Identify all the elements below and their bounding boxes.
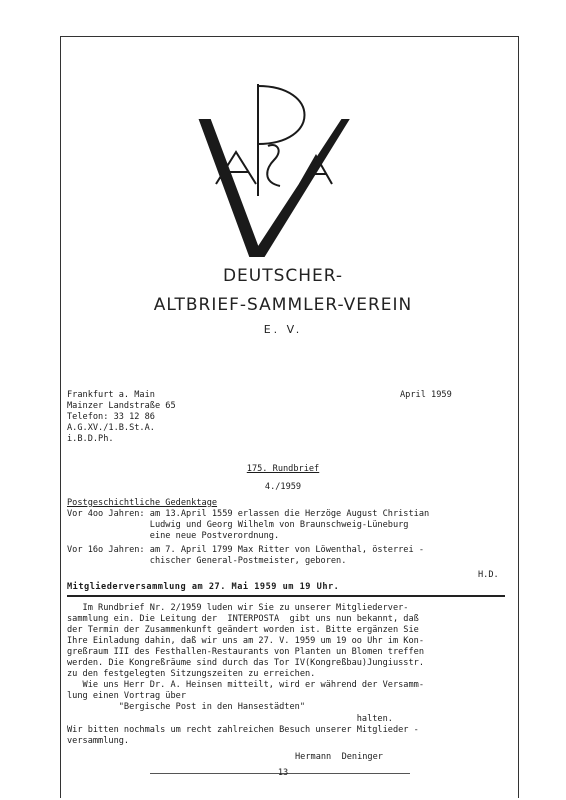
versammlung-line: Wie uns Herr Dr. A. Heinsen mitteilt, wird er während der Versamm- <box>67 680 424 690</box>
versammlung-line: Im Rundbrief Nr. 2/1959 luden wir Sie zu unserer Mitgliederver- <box>67 603 409 613</box>
versammlung-line: Wir bitten nochmals um recht zahlreichen Besuch unserer Mitglieder - <box>67 725 419 735</box>
letter-date: April 1959 <box>400 390 452 400</box>
association-name-line2: ALTBRIEF-SAMMLER-VEREIN <box>153 295 413 315</box>
versammlung-line: versammlung. <box>67 736 130 746</box>
versammlung-heading: Mitgliederversammlung am 27. Mai 1959 um 19 Uhr. <box>67 582 340 592</box>
versammlung-line: sammlung ein. Die Leitung der INTERPOSTA gibt uns nun bekannt, daß <box>67 614 419 624</box>
gedenktage-heading: Postgeschichtliche Gedenktage <box>67 498 218 508</box>
page-number: 13 <box>277 768 289 778</box>
page-frame-right <box>518 36 519 798</box>
heading-double-underline <box>67 595 505 597</box>
versammlung-line: der Termin der Zusammenkunft geändert worden ist. Bitte ergänzen Sie <box>67 625 419 635</box>
adasv-logo-icon <box>192 80 362 260</box>
gedenktage-line: Vor 4oo Jahren: am 13.April 1559 erlassen die Herzöge August Christian <box>67 509 430 519</box>
versammlung-line: zu den festgelegten Sitzungszeiten zu erreichen. <box>67 669 316 679</box>
address-line: i.B.D.Ph. <box>67 434 114 444</box>
versammlung-line: Ihre Einladung dahin, daß wir uns am 27. V. 1959 um 19 oo Uhr im Kon- <box>67 636 424 646</box>
association-name-line1: DEUTSCHER- <box>222 266 344 286</box>
gedenktage-line: Ludwig und Georg Wilhelm von Braunschweig-Lüneburg <box>67 520 409 530</box>
address-block <box>67 390 176 445</box>
versammlung-line: greßraum III des Festhallen-Restaurants von Planten un Blomen treffen <box>67 647 424 657</box>
rundbrief-title: 175. Rundbrief <box>246 464 320 474</box>
gedenktage-line: Vor 16o Jahren: am 7. April 1799 Max Ritter von Löwenthal, österrei - <box>67 545 424 555</box>
versammlung-line: werden. Die Kongreßräume sind durch das Tor IV(Kongreßbau)Jungiusstr. <box>67 658 424 668</box>
address-line: A.G.XV./1.B.St.A. <box>67 423 155 433</box>
versammlung-line: "Bergische Post in den Hansestädten" <box>67 702 305 712</box>
gedenktage-signature: H.D. <box>478 570 499 580</box>
page-frame-left <box>60 36 61 798</box>
versammlung-signature: Hermann Deninger <box>295 752 383 762</box>
gedenktage-line: chischer General-Postmeister, geboren. <box>67 556 347 566</box>
page-frame-top <box>60 36 518 37</box>
rundbrief-number: 4./1959 <box>264 482 302 492</box>
versammlung-line: halten. <box>67 714 393 724</box>
address-line: Mainzer Landstraße 65 <box>67 401 176 411</box>
address-line: Frankfurt a. Main <box>67 390 155 400</box>
versammlung-line: lung einen Vortrag über <box>67 691 186 701</box>
address-line: Telefon: 33 12 86 <box>67 412 155 422</box>
gedenktage-line: eine neue Postverordnung. <box>67 531 280 541</box>
association-suffix: E. V. <box>263 323 303 336</box>
